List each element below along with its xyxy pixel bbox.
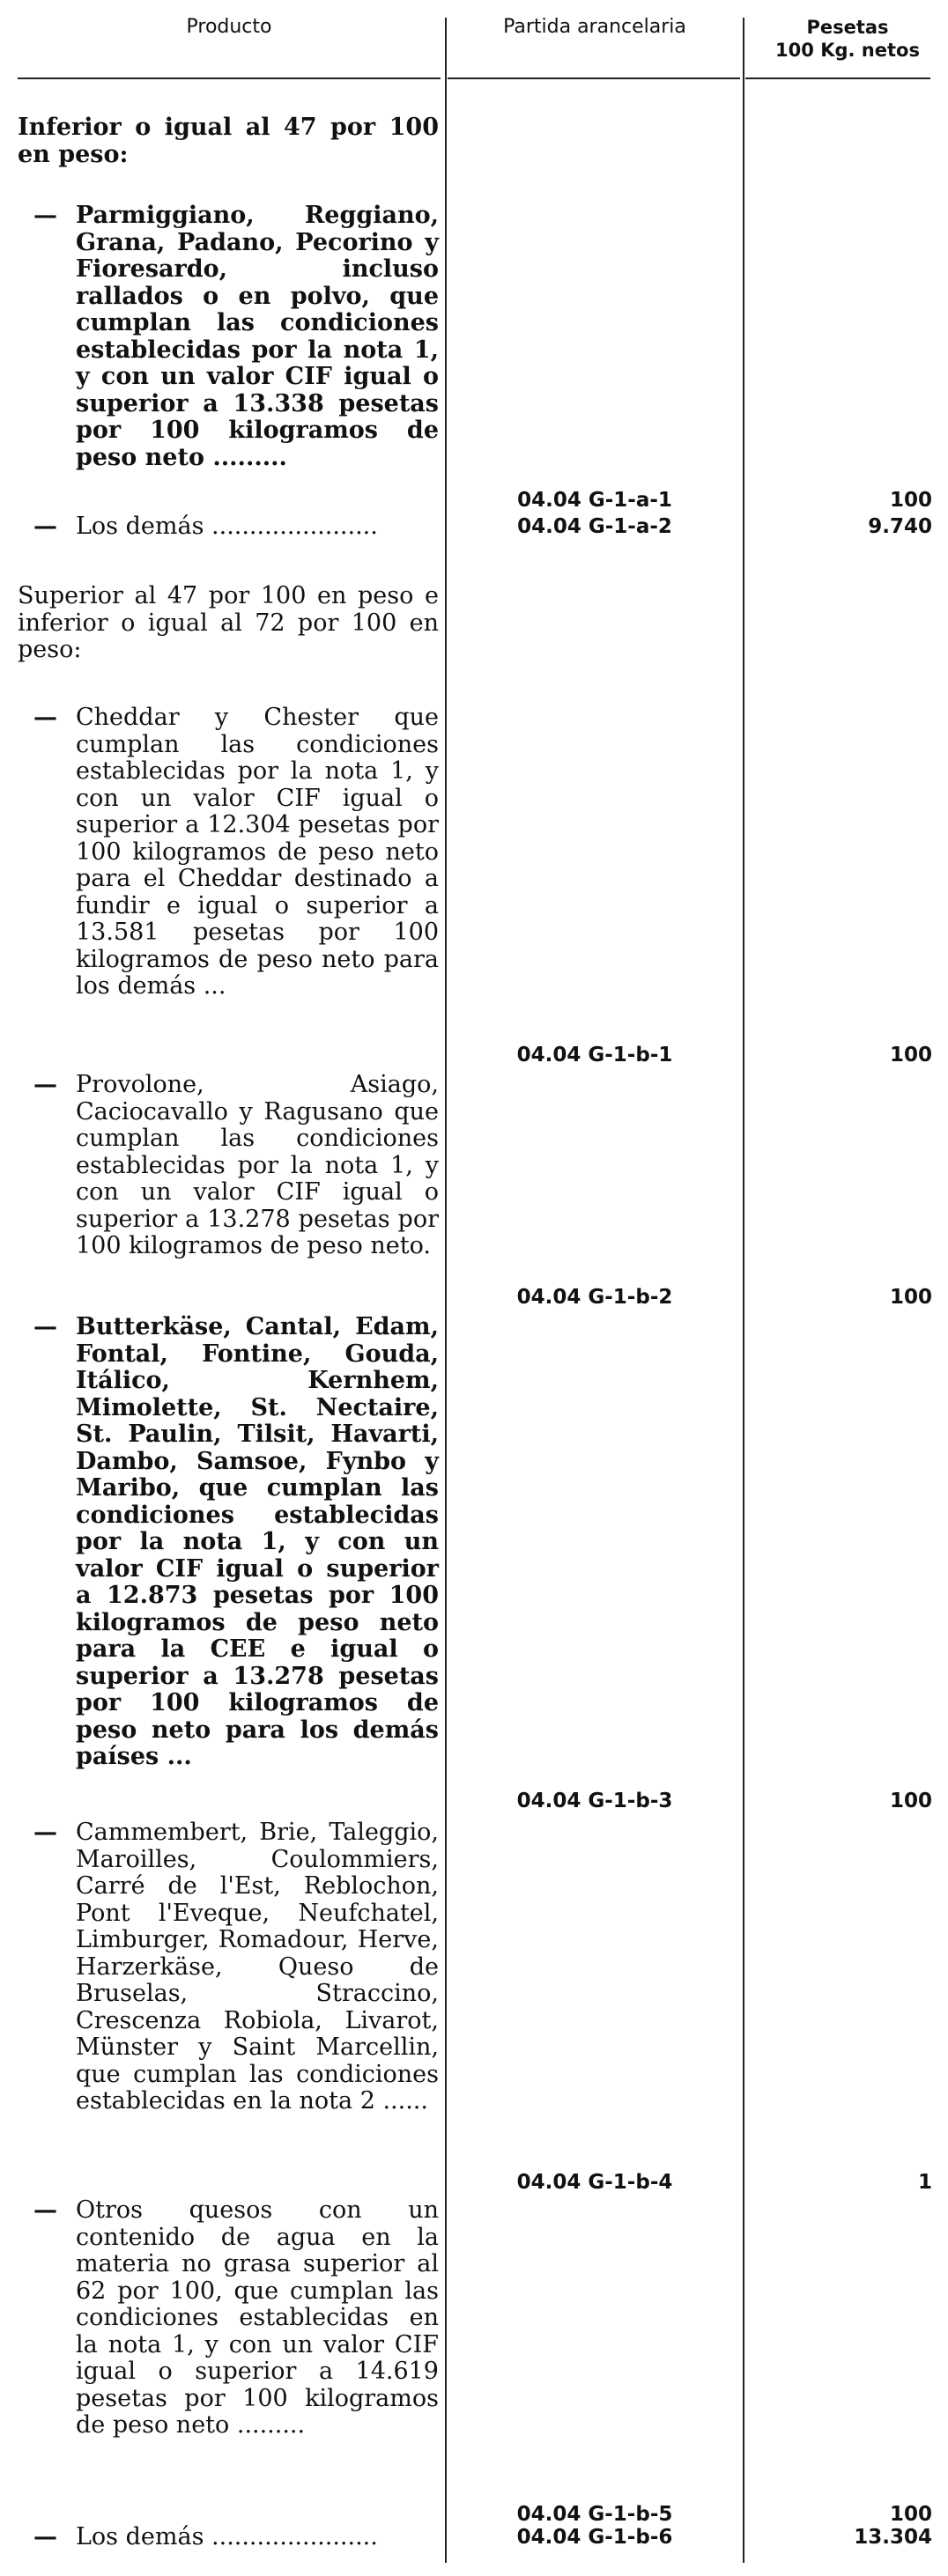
group-heading: Superior al 47 por 100 en peso e inferior o igual al 72 por 100 en peso: bbox=[18, 582, 439, 663]
header-pesetas-line2: 100 Kg. netos bbox=[775, 40, 920, 61]
item-text: Provolone, Asiago, Caciocavallo y Ragusano que cumplan las condiciones establecidas por la nota 1, y con un valor CIF igual o superior a 13.278 pesetas por 100 kilogramos de peso neto. bbox=[76, 1071, 439, 1259]
item-text: Los demás ...................... bbox=[76, 513, 378, 540]
pesetas-value: 9.740 bbox=[868, 515, 932, 538]
dash-marker: — bbox=[33, 1313, 57, 1340]
list-item bbox=[33, 1072, 439, 1260]
list-item bbox=[33, 1819, 439, 2115]
list-item bbox=[33, 705, 439, 1000]
tariff-code: 04.04 G-1-a-1 bbox=[517, 489, 672, 512]
header-rule bbox=[448, 78, 740, 79]
pesetas-value: 100 bbox=[889, 489, 932, 512]
tariff-code: 04.04 G-1-b-6 bbox=[516, 2526, 673, 2549]
list-item bbox=[33, 2524, 439, 2551]
pesetas-value: 100 bbox=[889, 1286, 932, 1309]
item-text: Los demás ...................... bbox=[76, 2523, 378, 2550]
tariff-code: 04.04 G-1-b-1 bbox=[516, 1044, 673, 1067]
pesetas-value: 100 bbox=[889, 1044, 932, 1067]
item-text: Parmiggiano, Reggiano, Grana, Padano, Pecorino y Fioresardo, incluso rallados o en polvo, que cumplan las condiciones establecidas por la nota 1, y con un valor CIF igual o superior a 13.338 pesetas por 100 kilogramos de peso neto ......... bbox=[76, 202, 439, 471]
tariff-code: 04.04 G-1-b-4 bbox=[516, 2171, 673, 2194]
dash-marker: — bbox=[33, 1819, 57, 1846]
list-item bbox=[33, 2197, 439, 2439]
item-text: Butterkäse, Cantal, Edam, Fontal, Fontine, Gouda, Itálico, Kernhem, Mimolette, St. Nectaire, St. Paulin, Tilsit, Havarti, Dambo, Samsoe, Fynbo y Maribo, que cumplan las condiciones establecidas por la nota 1, y con un valor CIF igual o superior a 12.873 pesetas por 100 kilogramos de peso neto para la CEE e igual o superior a 13.278 pesetas por 100 kilogramos de peso neto para los demás países ... bbox=[76, 1313, 439, 1770]
header-pesetas-line1: Pesetas bbox=[806, 17, 889, 38]
column-divider-left bbox=[445, 18, 447, 2563]
dash-marker: — bbox=[33, 513, 57, 540]
header-partida-arancelaria: Partida arancelaria bbox=[503, 16, 686, 38]
tariff-code: 04.04 G-1-b-3 bbox=[516, 1790, 673, 1812]
dash-marker: — bbox=[33, 704, 57, 731]
tariff-code: 04.04 G-1-b-5 bbox=[516, 2503, 673, 2526]
header-producto: Producto bbox=[186, 16, 272, 38]
pesetas-value: 100 bbox=[889, 2503, 932, 2526]
header-rule bbox=[18, 78, 441, 79]
list-item bbox=[33, 1314, 439, 1771]
column-divider-right bbox=[743, 18, 744, 2563]
item-text: Otros quesos con un contenido de agua en la materia no grasa superior al 62 por 100, que cumplan las condiciones establecidas en la nota 1, y con un valor CIF igual o superior a 14.619 pesetas por 100 kilogramos de peso neto ......... bbox=[76, 2196, 439, 2439]
tariff-code: 04.04 G-1-a-2 bbox=[517, 515, 672, 538]
pesetas-value: 100 bbox=[889, 1790, 932, 1812]
header-pesetas bbox=[747, 16, 948, 62]
pesetas-value: 13.304 bbox=[854, 2526, 932, 2549]
dash-marker: — bbox=[33, 202, 57, 229]
header-rule bbox=[745, 78, 930, 79]
dash-marker: — bbox=[33, 2196, 57, 2224]
item-text: Cheddar y Chester que cumplan las condiciones establecidas por la nota 1, y con un valor CIF igual o superior a 12.304 pesetas por 100 kilogramos de peso neto para el Cheddar destinado a fundir e igual o superior a 13.581 pesetas por 100 kilogramos de peso neto para los demás ... bbox=[76, 704, 439, 1000]
pesetas-value: 1 bbox=[917, 2171, 932, 2194]
dash-marker: — bbox=[33, 1071, 57, 1098]
item-text: Cammembert, Brie, Taleggio, Maroilles, Coulommiers, Carré de l'Est, Reblochon, Pont l'Eveque, Neufchatel, Limburger, Romadour, Herve, Harzerkäse, Queso de Bruselas, Straccino, Crescenza Robiola, Livarot, Münster y Saint Marcellin, que cumplan las condiciones establecidas en la nota 2 ...... bbox=[76, 1819, 439, 2115]
dash-marker: — bbox=[33, 2523, 57, 2550]
group-heading: Inferior o igual al 47 por 100 en peso: bbox=[18, 114, 439, 168]
list-item bbox=[33, 513, 439, 541]
list-item bbox=[33, 203, 439, 471]
tariff-code: 04.04 G-1-b-2 bbox=[516, 1286, 673, 1309]
